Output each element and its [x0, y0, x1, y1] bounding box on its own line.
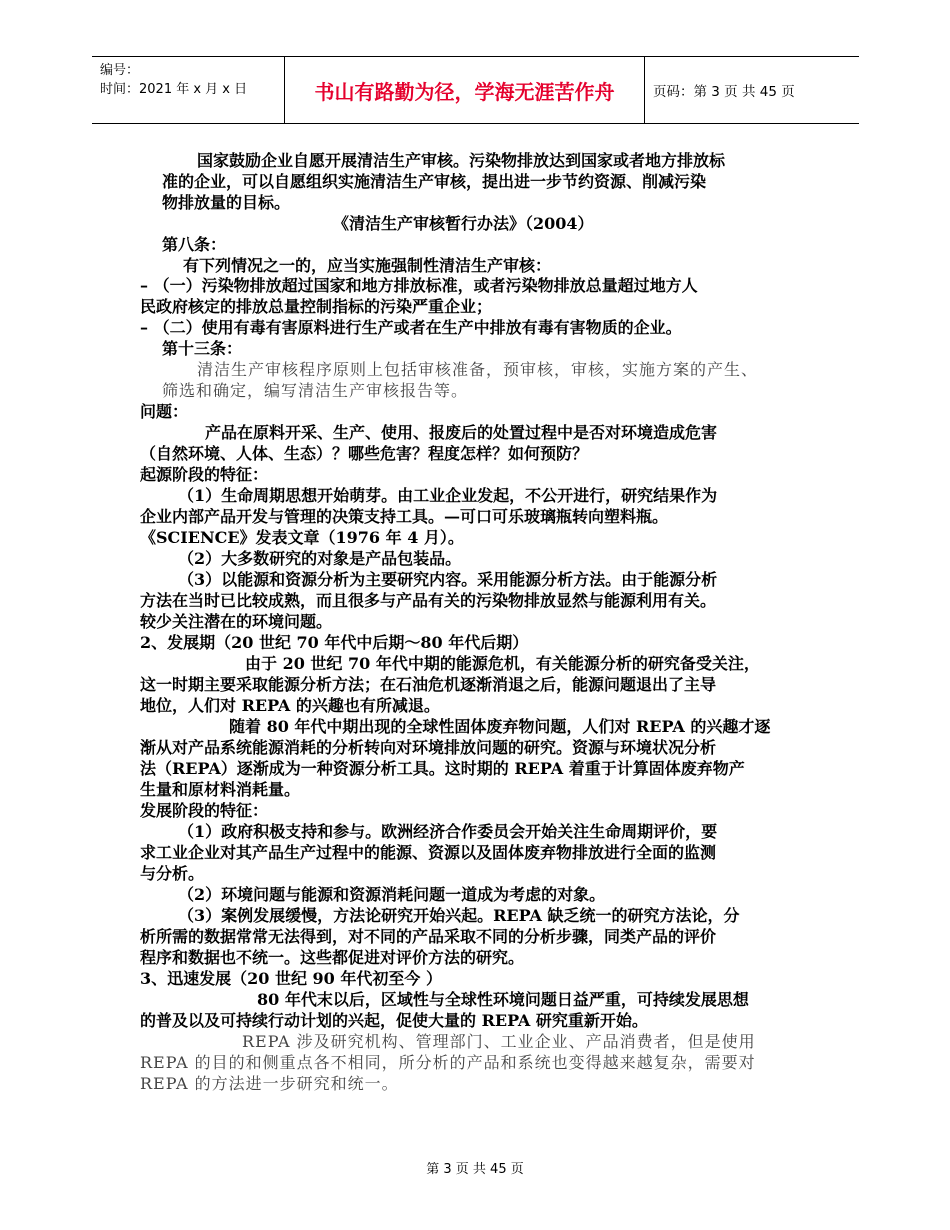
- page-header: [92, 56, 859, 124]
- header-page-info: 页码：第 3 页 共 45 页: [653, 84, 795, 100]
- header-meta: [92, 57, 285, 123]
- body-line: REPA 涉及研究机构、管理部门、工业企业、产品消费者，但是使用: [242, 1032, 756, 1051]
- body-line: 民政府核定的排放总量控制指标的污染严重企业；: [140, 297, 493, 316]
- doc-time-label: 时间：2021 年 x 月 x 日: [100, 82, 248, 97]
- body-line: 求工业企业对其产品生产过程中的能源、资源以及固体废弃物排放进行全面的监测: [140, 843, 717, 862]
- body-line: （1）政府积极支持和参与。欧洲经济合作委员会开始关注生命周期评价，要: [178, 822, 718, 841]
- body-line: 准的企业，可以自愿组织实施清洁生产审核，提出进一步节约资源、削减污染: [162, 172, 707, 191]
- doc-number-label: 编号：: [100, 63, 140, 78]
- body-line: 物排放量的目标。: [162, 193, 291, 212]
- body-line: 渐从对产品系统能源消耗的分析转向对环境排放问题的研究。资源与环境状况分析: [140, 738, 717, 757]
- body-line: 产品在原料开采、生产、使用、报废后的处置过程中是否对环境造成危害: [205, 423, 718, 442]
- body-line: 生量和原材料消耗量。: [140, 780, 301, 799]
- body-line: 筛选和确定，编写清洁生产审核报告等。: [162, 381, 469, 400]
- section-title: 《清洁生产审核暂行办法》（2004）: [333, 214, 594, 233]
- header-motto: 书山有路勤为径，学海无涯苦作舟: [285, 57, 645, 123]
- body-line: 法（REPA）逐渐成为一种资源分析工具。这时期的 REPA 着重于计算固体废弃物产: [140, 759, 745, 778]
- body-line: 由于 20 世纪 70 年代中期的能源危机，有关能源分析的研究备受关注，: [245, 654, 760, 673]
- body-line: 析所需的数据常常无法得到，对不同的产品采取不同的分析步骤，同类产品的评价: [140, 927, 717, 946]
- body-line: REPA 的方法进一步研究和统一。: [140, 1074, 399, 1093]
- body-line: 地位，人们对 REPA 的兴趣也有所减退。: [140, 696, 440, 715]
- body-line: （1）生命周期思想开始萌芽。由工业企业发起，不公开进行，研究结果作为: [178, 486, 718, 505]
- body-line: 程序和数据也不统一。这些都促进对评价方法的研究。: [140, 948, 525, 967]
- body-line: 清洁生产审核程序原则上包括审核准备，预审核，审核，实施方案的产生、: [197, 360, 759, 379]
- body-line: （3）以能源和资源分析为主要研究内容。采用能源分析方法。由于能源分析: [178, 570, 718, 589]
- body-line: 有下列情况之一的，应当实施强制性清洁生产审核：: [183, 256, 552, 275]
- subsection-heading: 发展阶段的特征：: [140, 801, 269, 820]
- subsection-heading: 2、发展期（20 世纪 70 年代中后期～80 年代后期）: [140, 633, 529, 652]
- body-line: 与分析。: [140, 864, 205, 883]
- question-heading: 问题：: [140, 402, 189, 421]
- body-line: REPA 的目的和侧重点各不相同，所分析的产品和系统也变得越来越复杂，需要对: [140, 1053, 756, 1072]
- body-line: 国家鼓励企业自愿开展清洁生产审核。污染物排放达到国家或者地方排放标: [197, 151, 726, 170]
- body-line: 这一时期主要采取能源分析方法；在石油危机逐渐消退之后，能源问题退出了主导: [140, 675, 717, 694]
- body-line: 的普及以及可持续行动计划的兴起，促使大量的 REPA 研究重新开始。: [140, 1011, 648, 1030]
- body-line: 《SCIENCE》发表文章（1976 年 4 月）。: [140, 528, 464, 547]
- page-footer: 第 3 页 共 45 页: [426, 1162, 524, 1177]
- body-line: （3）案例发展缓慢，方法论研究开始兴起。REPA 缺乏统一的研究方法论，分: [178, 906, 740, 925]
- article-heading: 第八条：: [162, 235, 227, 254]
- body-line: （自然环境、人体、生态）？哪些危害？程度怎样？如何预防？: [140, 444, 589, 463]
- body-line: 企业内部产品开发与管理的决策支持工具。—可口可乐玻璃瓶转向塑料瓶。: [140, 507, 669, 526]
- subsection-heading: 起源阶段的特征：: [140, 465, 269, 484]
- list-item: – （二）使用有毒有害原料进行生产或者在生产中排放有毒有害物质的企业。: [140, 318, 682, 337]
- subsection-heading: 3、迅速发展（20 世纪 90 年代初至今 ）: [140, 969, 442, 988]
- body-line: （2）环境问题与能源和资源消耗问题一道成为考虑的对象。: [178, 885, 606, 904]
- body-line: （2）大多数研究的对象是产品包装品。: [178, 549, 462, 568]
- body-line: 较少关注潜在的环境问题。: [140, 612, 333, 631]
- body-line: 随着 80 年代中期出现的全球性固体废弃物问题，人们对 REPA 的兴趣才逐: [229, 717, 771, 736]
- body-line: 80 年代末以后，区域性与全球性环境问题日益严重，可持续发展思想: [257, 990, 749, 1009]
- article-heading: 第十三条：: [162, 339, 243, 358]
- list-item: – （一）污染物排放超过国家和地方排放标准，或者污染物排放总量超过地方人: [140, 276, 698, 295]
- body-line: 方法在当时已比较成熟，而且很多与产品有关的污染物排放显然与能源利用有关。: [140, 591, 717, 610]
